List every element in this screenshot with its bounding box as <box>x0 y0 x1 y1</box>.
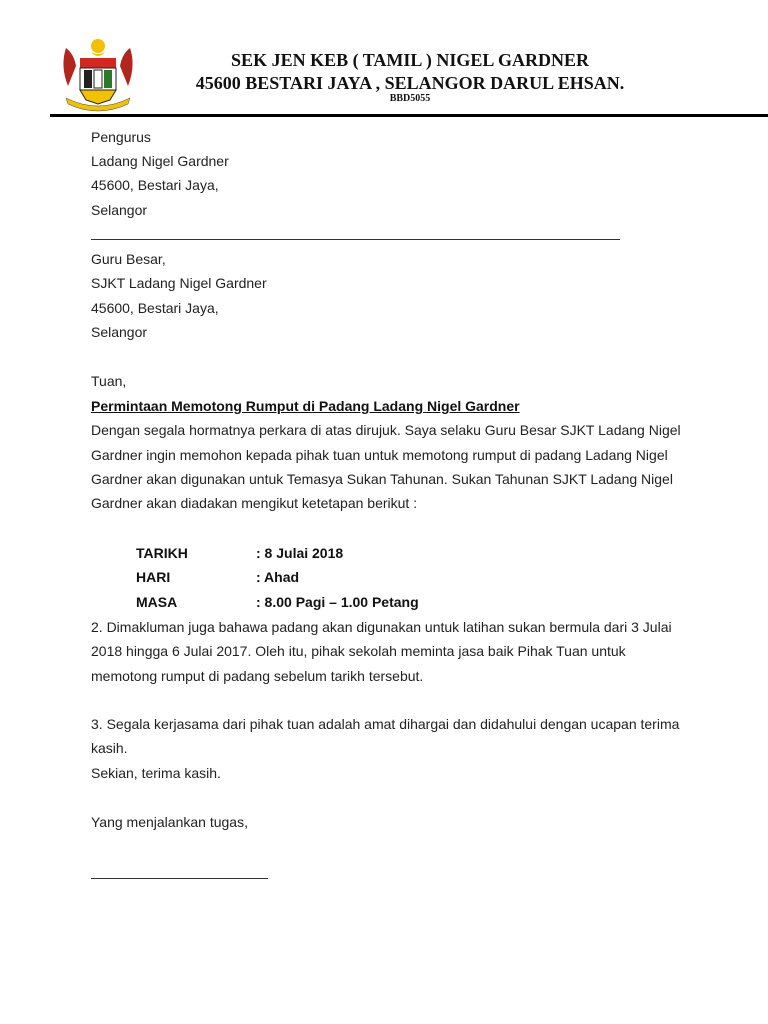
subject: Permintaan Memotong Rumput di Padang Ladang Nigel Gardner <box>91 398 520 414</box>
detail-value: : Ahad <box>256 569 300 585</box>
sender-line: Guru Besar, <box>91 251 166 267</box>
paragraph-1-line: Gardner akan digunakan untuk Temasya Sukan Tahunan. Sukan Tahunan SJKT Ladang Nigel <box>91 471 673 487</box>
paragraph-3-line: kasih. <box>91 740 128 756</box>
paragraph-2-line: 2. Dimakluman juga bahawa padang akan digunakan untuk latihan sukan bermula dari 3 Julai <box>91 619 672 635</box>
detail-value: : 8 Julai 2018 <box>256 545 344 561</box>
sender-line: Selangor <box>91 324 148 340</box>
malaysia-coat-of-arms-logo <box>58 36 138 112</box>
header-rule <box>50 114 768 117</box>
separator-line <box>91 239 620 240</box>
school-address: 45600 BESTARI JAYA , SELANGOR DARUL EHSAN. <box>195 73 625 93</box>
paragraph-1-line: Gardner ingin memohon kepada pihak tuan untuk memotong rumput di padang Ladang Nigel <box>91 447 668 463</box>
detail-key: TARIKH <box>136 545 188 561</box>
detail-key: MASA <box>136 594 178 610</box>
sender-line: SJKT Ladang Nigel Gardner <box>91 275 267 291</box>
detail-value: : 8.00 Pagi – 1.00 Petang <box>256 594 419 610</box>
closing: Sekian, terima kasih. <box>91 765 221 781</box>
sender-line: 45600, Bestari Jaya, <box>91 300 219 316</box>
recipient-line: Selangor <box>91 202 148 218</box>
paragraph-1-line: Dengan segala hormatnya perkara di atas dirujuk. Saya selaku Guru Besar SJKT Ladang Nigel <box>91 422 681 438</box>
paragraph-1-line: Gardner akan diadakan mengikut ketetapan berikut : <box>91 495 418 511</box>
salutation: Tuan, <box>91 373 127 389</box>
school-name: SEK JEN KEB ( TAMIL ) NIGEL GARDNER <box>231 50 589 70</box>
recipient-line: Pengurus <box>91 129 151 145</box>
signoff: Yang menjalankan tugas, <box>91 814 248 830</box>
signature-line <box>91 878 268 879</box>
recipient-line: 45600, Bestari Jaya, <box>91 177 219 193</box>
school-code: BBD5055 <box>389 93 431 104</box>
paragraph-2-line: memotong rumput di padang sebelum tarikh tersebut. <box>91 668 424 684</box>
detail-key: HARI <box>136 569 171 585</box>
paragraph-3-line: 3. Segala kerjasama dari pihak tuan adalah amat dihargai dan didahului dengan ucapan terima <box>91 716 680 732</box>
paragraph-2-line: 2018 hingga 6 Julai 2017. Oleh itu, pihak sekolah meminta jasa baik Pihak Tuan untuk <box>91 643 626 659</box>
recipient-line: Ladang Nigel Gardner <box>91 153 229 169</box>
